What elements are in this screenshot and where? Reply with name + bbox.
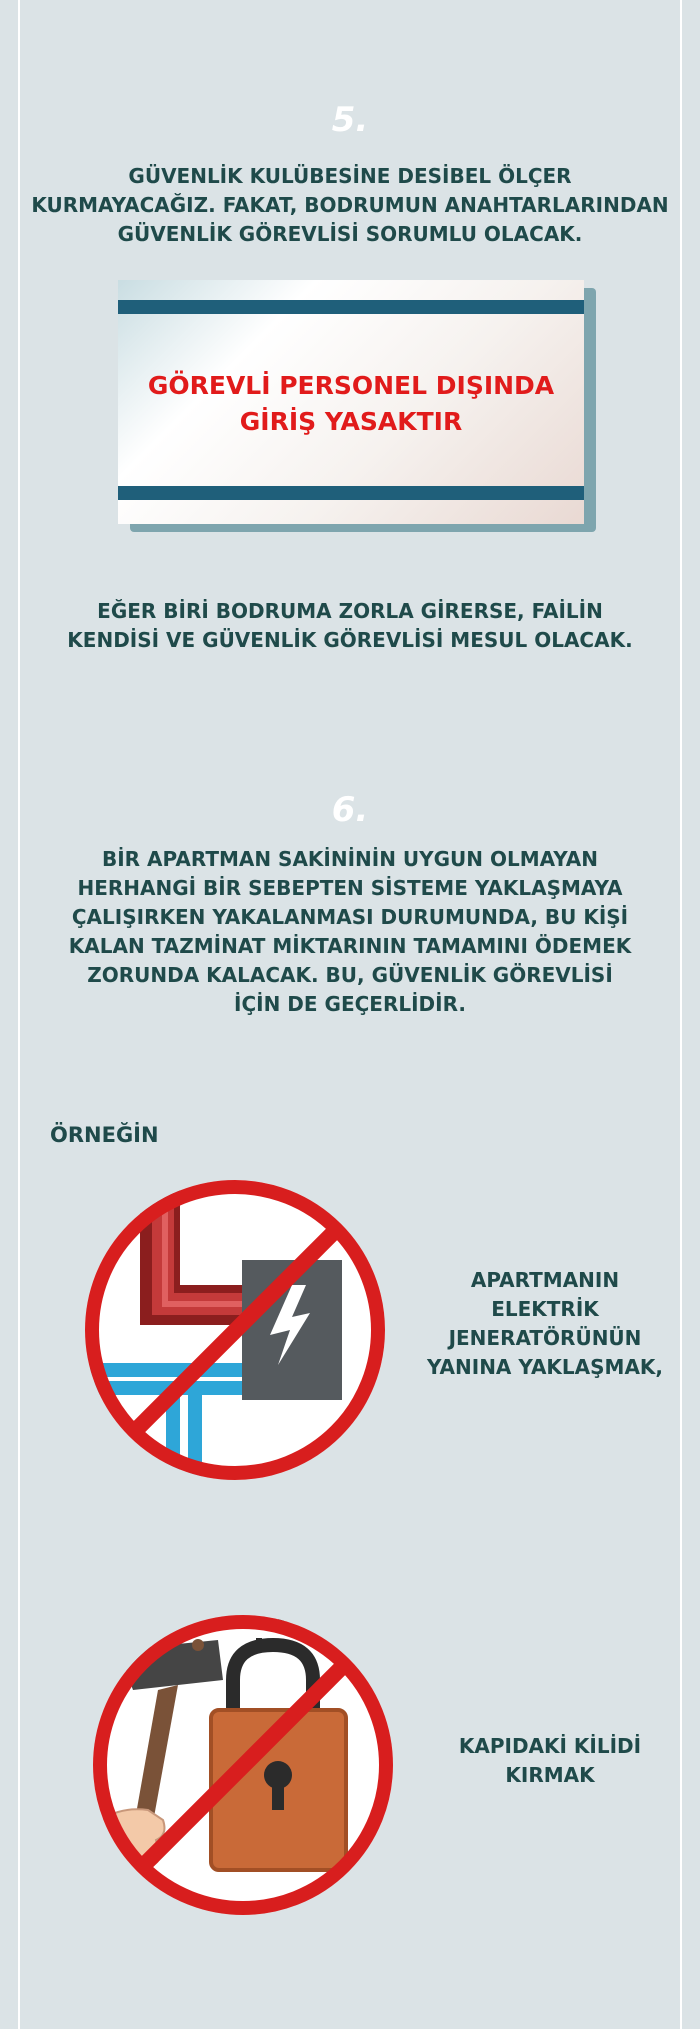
no-lock-breaking-icon [78,1600,408,1934]
section-5-text: GÜVENLİK KULÜBESİNE DESİBEL ÖLÇER KURMAYACAĞIZ. FAKAT, BODRUMUN ANAHTARLARINDAN GÜVENLİK GÖREVLİSİ SORUMLU OLACAK. [31,164,669,246]
restricted-entry-sign [118,280,596,532]
section-6-number: 6. [331,790,369,830]
section-5-number: 5. [331,100,369,140]
examples-heading: ÖRNEĞİN [50,1123,159,1147]
example-generator-text: APARTMANIN ELEKTRİK JENERATÖRÜNÜN YANINA YAKLAŞMAK, [426,1268,664,1379]
right-border-line [680,0,682,2029]
section-5-liability-text: EĞER BİRİ BODRUMA ZORLA GİRERSE, FAİLİN KENDİSİ VE GÜVENLİK GÖREVLİSİ MESUL OLACAK. [67,599,633,652]
no-generator-icon [70,1165,400,1499]
example-lock-text: KAPIDAKİ KİLİDİ KIRMAK [458,1734,642,1787]
section-6-text: BİR APARTMAN SAKİNİNİN UYGUN OLMAYAN HERHANGİ BİR SEBEPTEN SİSTEME YAKLAŞMAYA ÇALIŞIRKEN YAKALANMASI DURUMUNDA, BU KİŞİ KALAN TAZMİNAT MİKTARININ TAMAMINI ÖDEMEK ZORUNDA KALACAK. BU, GÜVENLİK GÖREVLİSİ İÇİN DE GEÇERLİDİR. [68,847,632,1016]
sign-text: GÖREVLİ PERSONEL DIŞINDA GİRİŞ YASAKTIR [147,371,555,436]
